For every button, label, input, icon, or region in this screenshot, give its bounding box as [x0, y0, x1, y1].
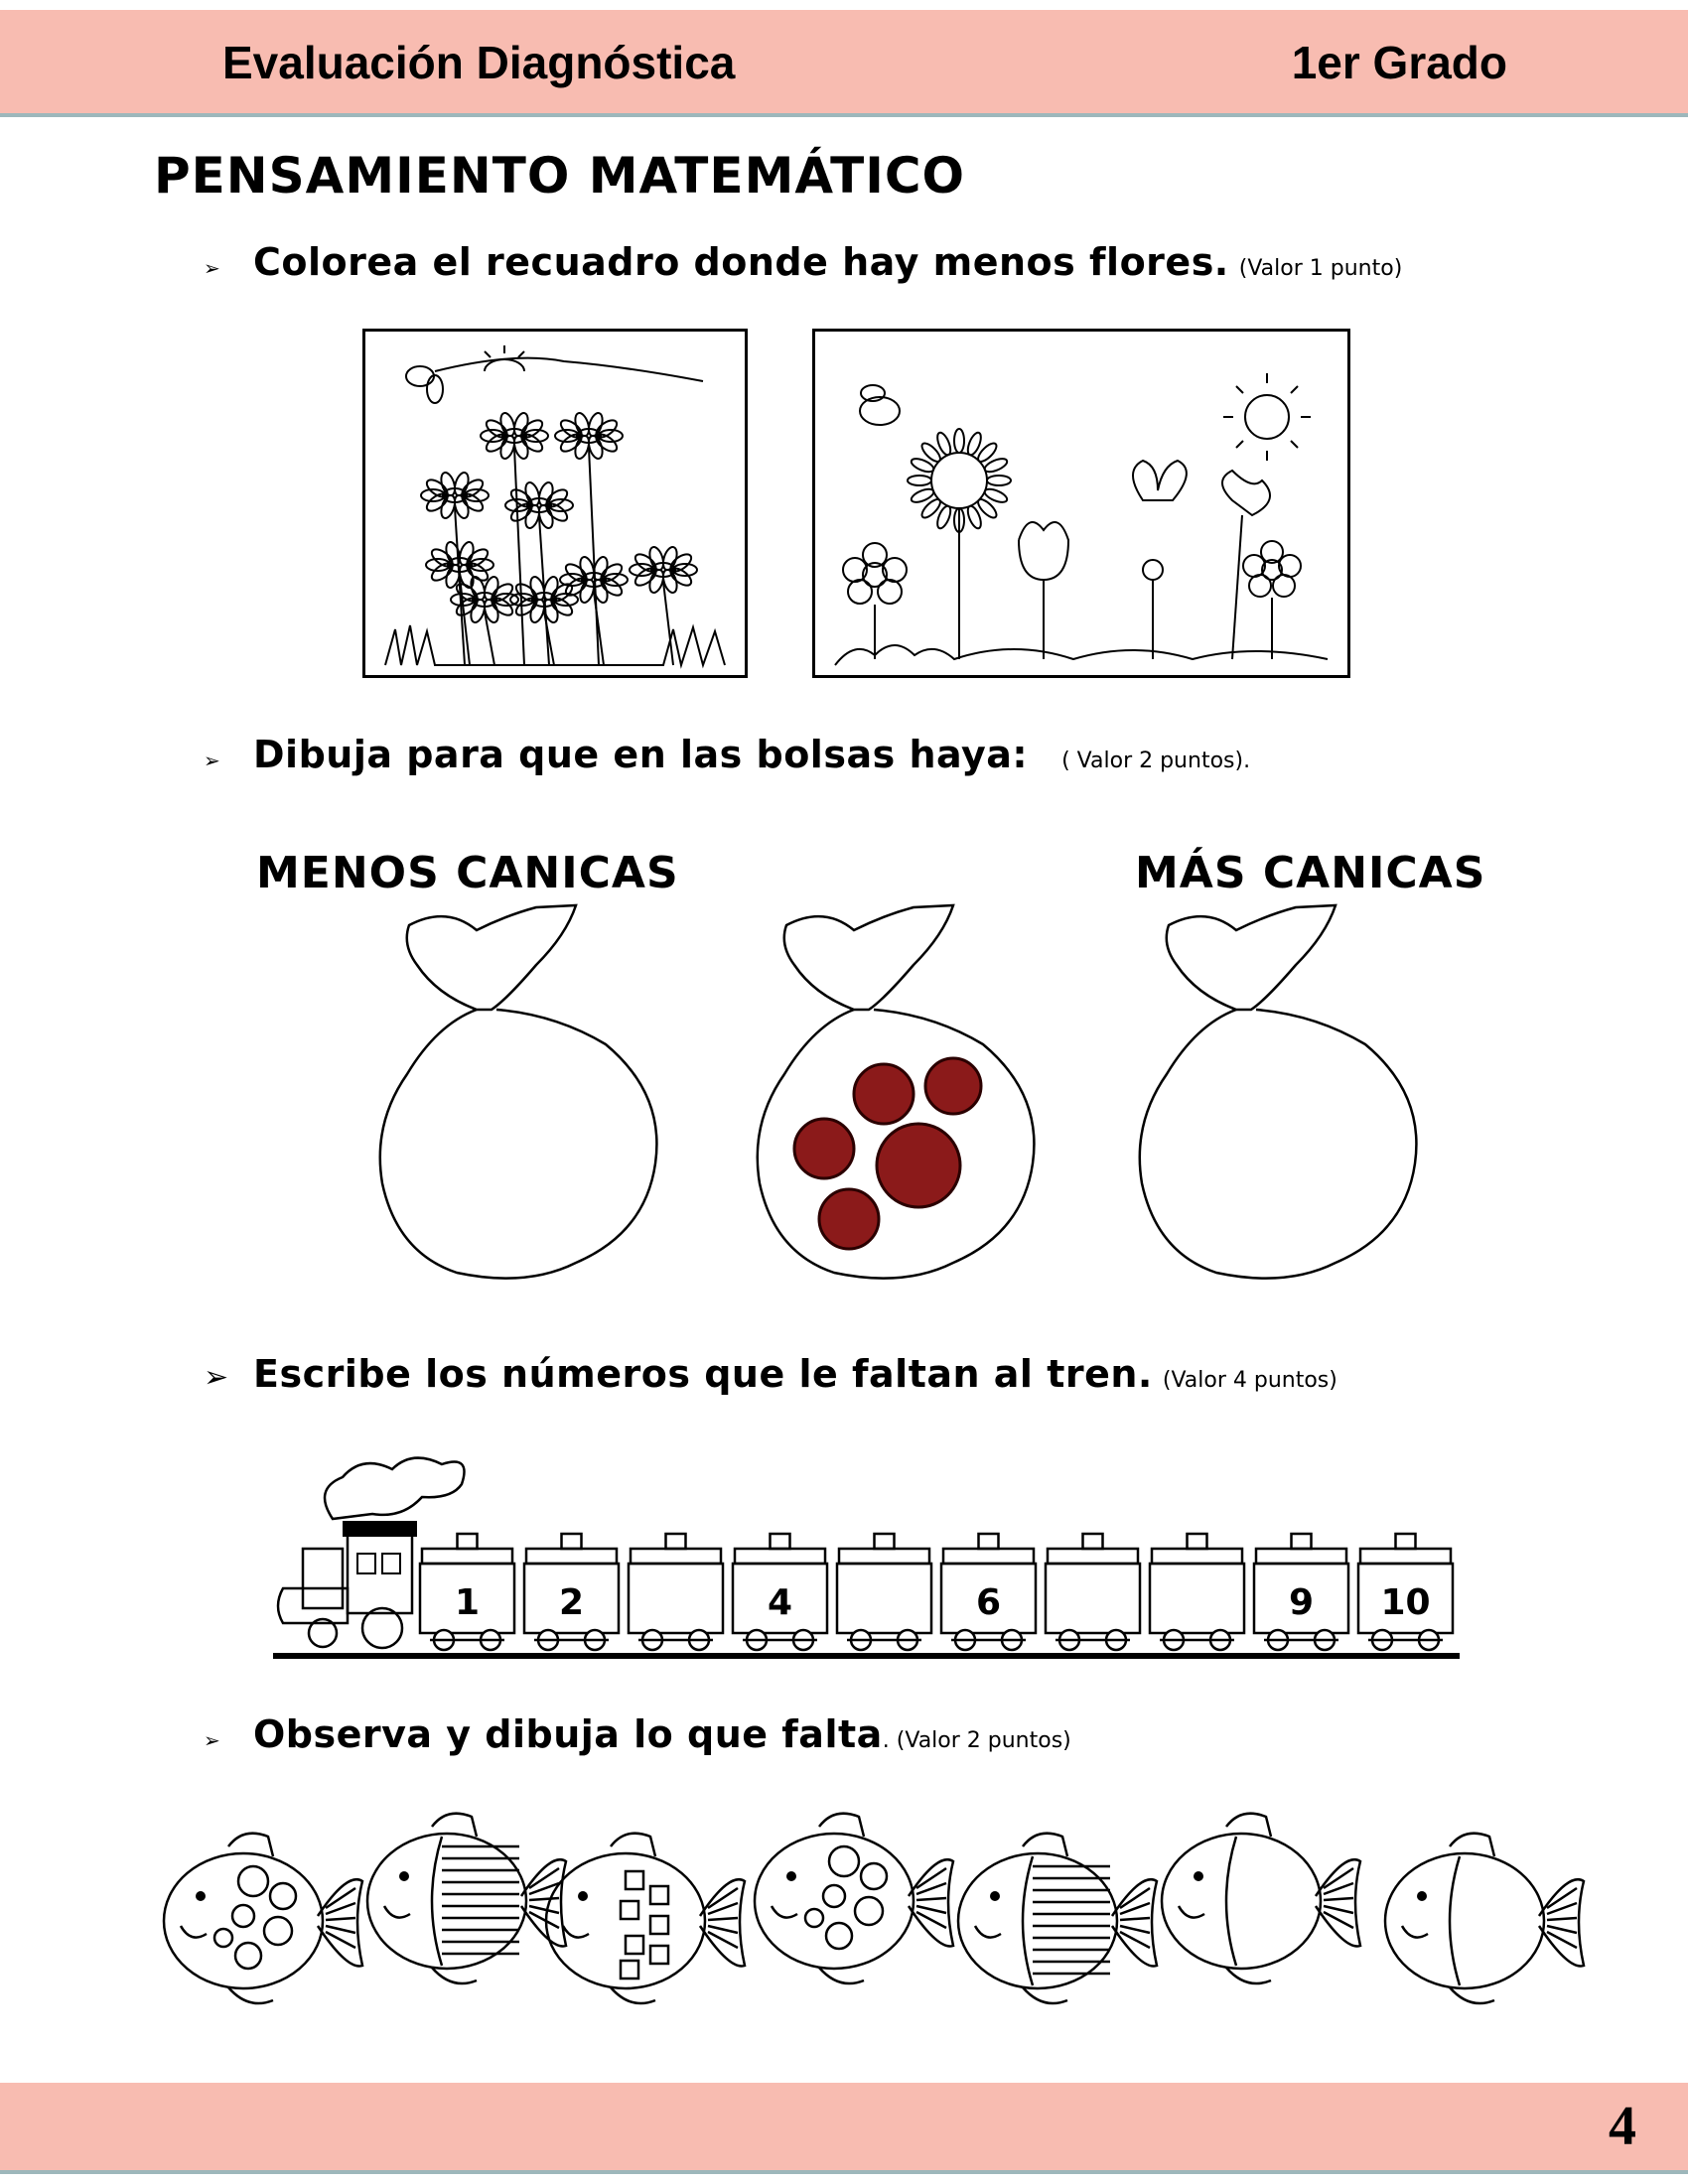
train-car-number: 6: [975, 1582, 1002, 1623]
bullet-arrow-icon: ➢: [204, 1360, 229, 1395]
instruction-text: Dibuja para que en las bolsas haya:: [253, 733, 1029, 776]
train-car-number: 2: [558, 1582, 585, 1623]
train-car-number: 4: [767, 1582, 793, 1623]
garden-illustration: [815, 332, 1347, 675]
bag-left[interactable]: [377, 905, 665, 1293]
section-title: PENSAMIENTO MATEMÁTICO: [154, 147, 966, 205]
train-cars: [420, 1534, 1453, 1650]
train-car: [733, 1534, 827, 1650]
bag-right[interactable]: [1137, 905, 1425, 1293]
marble: [854, 1064, 914, 1124]
train-car: [941, 1534, 1036, 1650]
header-band: [0, 10, 1688, 117]
train-car[interactable]: [1046, 1534, 1140, 1650]
train-car: [524, 1534, 619, 1650]
flower-box-few[interactable]: [812, 329, 1350, 678]
fish-3: [541, 1817, 750, 2025]
bullet-arrow-icon: ➢: [204, 749, 220, 772]
train-car[interactable]: [837, 1534, 931, 1650]
bullet-arrow-icon: ➢: [204, 1728, 220, 1752]
instruction-text: Escribe los números que le faltan al tren.: [253, 1352, 1153, 1396]
fish-6[interactable]: [1157, 1797, 1365, 2005]
bag-middle: [755, 905, 1043, 1293]
grade-label: 1er Grado: [1291, 37, 1507, 88]
bag-label-more: MÁS CANICAS: [1135, 848, 1486, 898]
fish-7[interactable]: [1380, 1817, 1589, 2025]
marble: [819, 1189, 879, 1249]
train-car[interactable]: [629, 1534, 723, 1650]
instruction-1: [204, 240, 1402, 284]
instruction-text: Observa y dibuja lo que falta: [253, 1712, 883, 1756]
train-illustration: [273, 1449, 1465, 1668]
flower-box-many[interactable]: [362, 329, 748, 678]
marble: [925, 1058, 981, 1114]
marble: [877, 1124, 960, 1207]
bag-label-fewer: MENOS CANICAS: [256, 848, 679, 898]
train-car: [1254, 1534, 1348, 1650]
fish-sequence: [159, 1797, 1589, 2015]
fish-4: [750, 1797, 958, 2005]
fish-2: [362, 1797, 571, 2005]
train-car: [1358, 1534, 1453, 1650]
marble: [794, 1119, 854, 1178]
instruction-2: [204, 733, 1250, 776]
marbles: [794, 1058, 981, 1249]
page-number: 4: [1609, 2096, 1636, 2157]
train-car[interactable]: [1150, 1534, 1244, 1650]
instruction-points: (Valor 1 punto): [1238, 256, 1403, 281]
fish-5: [953, 1817, 1162, 2025]
instruction-points: ( Valor 2 puntos).: [1061, 749, 1251, 773]
document-title: Evaluación Diagnóstica: [222, 37, 736, 88]
instruction-points: (Valor 4 puntos): [1162, 1368, 1337, 1393]
train-car-number: 10: [1380, 1582, 1431, 1623]
footer-band: [0, 2083, 1688, 2174]
bullet-arrow-icon: ➢: [204, 256, 220, 280]
flower-field-illustration: [365, 332, 745, 675]
fish-1: [159, 1817, 367, 2025]
instruction-4: [204, 1712, 1071, 1756]
instruction-text: Colorea el recuadro donde hay menos flores.: [253, 240, 1229, 284]
train-car: [420, 1534, 514, 1650]
train-car-number: 1: [454, 1582, 481, 1623]
instruction-points: . (Valor 2 puntos): [882, 1728, 1071, 1753]
train-car-number: 9: [1288, 1582, 1315, 1623]
instruction-3: [204, 1352, 1337, 1396]
